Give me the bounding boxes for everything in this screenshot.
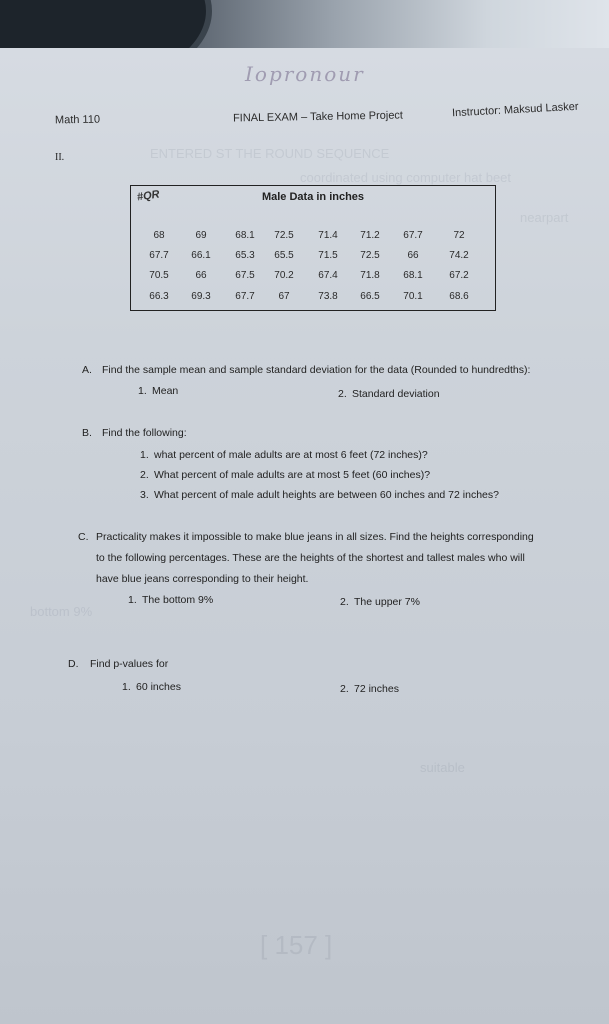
table-cell: 72.5 (274, 230, 294, 241)
question-b-letter: B. (82, 427, 92, 439)
table-cell: 73.8 (318, 291, 338, 302)
question-b-item-1: 1. what percent of male adults are at most 6 feet (72 inches)? (140, 449, 428, 461)
table-title: Male Data in inches (261, 191, 365, 203)
table-cell: 67.7 (149, 250, 169, 261)
question-b-item-2: 2. What percent of male adults are at most 5 feet (60 inches)? (140, 469, 431, 481)
table-cell: 66.5 (360, 291, 380, 302)
table-cell: 70.5 (149, 270, 169, 281)
course-name: Math 110 (54, 113, 101, 127)
table-cell: 69.3 (191, 291, 211, 302)
table-cell: 66.1 (191, 250, 211, 261)
male-data-table (130, 185, 496, 311)
table-cell: 67.4 (318, 270, 338, 281)
question-c-line-1: Practicality makes it impossible to make blue jeans in all sizes. Find the heights corresponding (96, 531, 534, 543)
question-b-item-3: 3. What percent of male adult heights are between 60 inches and 72 inches? (140, 489, 499, 501)
table-cell: 67 (278, 291, 290, 302)
table-cell: 68.1 (235, 230, 255, 241)
question-c-line-2: to the following percentages. These are the heights of the shortest and tallest males who will (96, 552, 525, 564)
question-d-item-2: 2. 72 inches (340, 683, 399, 695)
table-cell: 67.7 (235, 291, 255, 302)
table-cell: 70.1 (403, 291, 423, 302)
exam-title: FINAL EXAM – Take Home Project (232, 109, 404, 125)
table-cell: 71.2 (360, 230, 380, 241)
question-a-item-2: 2. Standard deviation (338, 388, 440, 400)
question-c-item-2: 2. The upper 7% (340, 596, 420, 608)
instructor-name: Instructor: Maksud Lasker (451, 100, 579, 120)
table-cell: 71.4 (318, 230, 338, 241)
table-cell: 74.2 (449, 250, 469, 261)
table-cell: 72 (453, 230, 465, 241)
question-a-item-1: 1. Mean (138, 385, 179, 397)
table-cell: 68 (153, 230, 165, 241)
stamp-logo: #QR (136, 188, 161, 204)
table-cell: 66 (195, 270, 207, 281)
table-cell: 70.2 (274, 270, 294, 281)
table-cell: 68.6 (449, 291, 469, 302)
table-cell: 65.3 (235, 250, 255, 261)
table-cell: 66.3 (149, 291, 169, 302)
question-c-item-1: 1. The bottom 9% (128, 594, 214, 606)
question-a-text: Find the sample mean and sample standard deviation for the data (Rounded to hundredths): (102, 364, 531, 376)
table-cell: 71.5 (318, 250, 338, 261)
question-b-text: Find the following: (102, 427, 187, 439)
question-c-line-3: have blue jeans corresponding to their height. (96, 573, 309, 585)
table-cell: 69 (195, 230, 207, 241)
question-d-letter: D. (68, 658, 79, 670)
table-cell: 65.5 (274, 250, 294, 261)
table-cell: 67.7 (403, 230, 423, 241)
handwritten-scribble: Iopronour (245, 62, 365, 86)
table-cell: 71.8 (360, 270, 380, 281)
question-a-letter: A. (82, 364, 92, 376)
table-cell: 66 (407, 250, 419, 261)
question-d-text: Find p-values for (90, 658, 169, 670)
table-cell: 68.1 (403, 270, 423, 281)
table-cell: 67.2 (449, 270, 469, 281)
table-cell: 72.5 (360, 250, 380, 261)
question-d-item-1: 1. 60 inches (122, 681, 181, 693)
question-c-letter: C. (78, 531, 89, 543)
section-label: II. (55, 152, 65, 163)
table-cell: 67.5 (235, 270, 255, 281)
